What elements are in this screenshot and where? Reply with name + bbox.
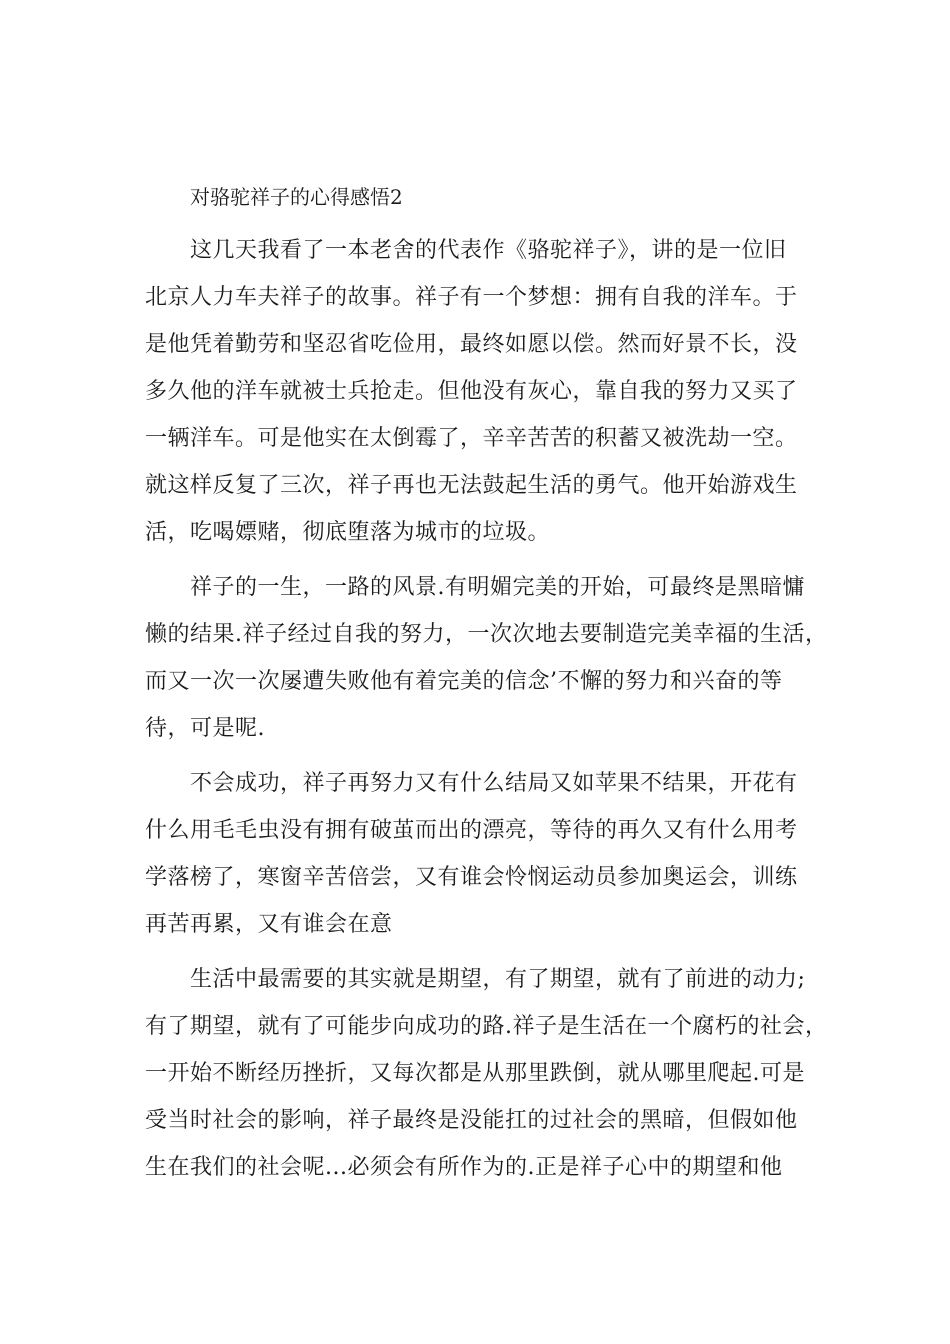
paragraph-1-line-1: 这几天我看了一本老舍的代表作《骆驼祥子》，讲的是一位旧 (190, 238, 787, 263)
paragraph-4-line-4: 受当时社会的影响，祥子最终是没能扛的过社会的黑暗，但假如他 (145, 1108, 798, 1133)
paragraph-4-line-2: 有了期望，就有了可能步向成功的路.祥子是生活在一个腐朽的社会， (145, 1014, 828, 1039)
paragraph-3-line-4: 再苦再累，又有谁会在意 (145, 912, 393, 937)
paragraph-1-line-3: 是他凭着勤劳和坚忍省吃俭用，最终如愿以偿。然而好景不长，没 (145, 332, 798, 357)
paragraph-2-line-1: 祥子的一生，一路的风景.有明媚完美的开始，可最终是黑暗慵 (190, 575, 805, 600)
paragraph-3-line-1: 不会成功，祥子再努力又有什么结局又如苹果不结果，开花有 (190, 771, 798, 796)
paragraph-3-line-2: 什么用毛毛虫没有拥有破茧而出的漂亮，等待的再久又有什么用考 (145, 818, 798, 843)
paragraph-4-line-5: 生在我们的社会呢...必须会有所作为的.正是祥子心中的期望和他 (145, 1155, 783, 1180)
paragraph-1-line-2: 北京人力车夫祥子的故事。祥子有一个梦想：拥有自我的洋车。于 (145, 285, 798, 310)
paragraph-1-line-7: 活，吃喝嫖赌，彻底堕落为城市的垃圾。 (145, 520, 551, 545)
paragraph-1-line-5: 一辆洋车。可是他实在太倒霉了，辛辛苦苦的积蓄又被洗劫一空。 (145, 426, 798, 451)
paragraph-4-line-1: 生活中最需要的其实就是期望，有了期望，就有了前进的动力; (190, 967, 806, 992)
paragraph-2-line-3: 而又一次一次屡遭失败他有着完美的信念’不懈的努力和兴奋的等 (145, 669, 783, 694)
paragraph-3-line-3: 学落榜了，寒窗辛苦倍尝，又有谁会怜悯运动员参加奥运会，训练 (145, 865, 798, 890)
paragraph-1-line-4: 多久他的洋车就被士兵抢走。但他没有灰心，靠自我的努力又买了 (145, 379, 798, 404)
paragraph-1-line-6: 就这样反复了三次，祥子再也无法鼓起生活的勇气。他开始游戏生 (145, 473, 798, 498)
paragraph-2-line-2: 懒的结果.祥子经过自我的努力，一次次地去要制造完美幸福的生活， (145, 622, 828, 647)
paragraph-2-line-4: 待，可是呢. (145, 716, 265, 741)
paragraph-4-line-3: 一开始不断经历挫折，又每次都是从那里跌倒，就从哪里爬起.可是 (145, 1061, 805, 1086)
document-title: 对骆驼祥子的心得感悟2 (190, 185, 403, 209)
